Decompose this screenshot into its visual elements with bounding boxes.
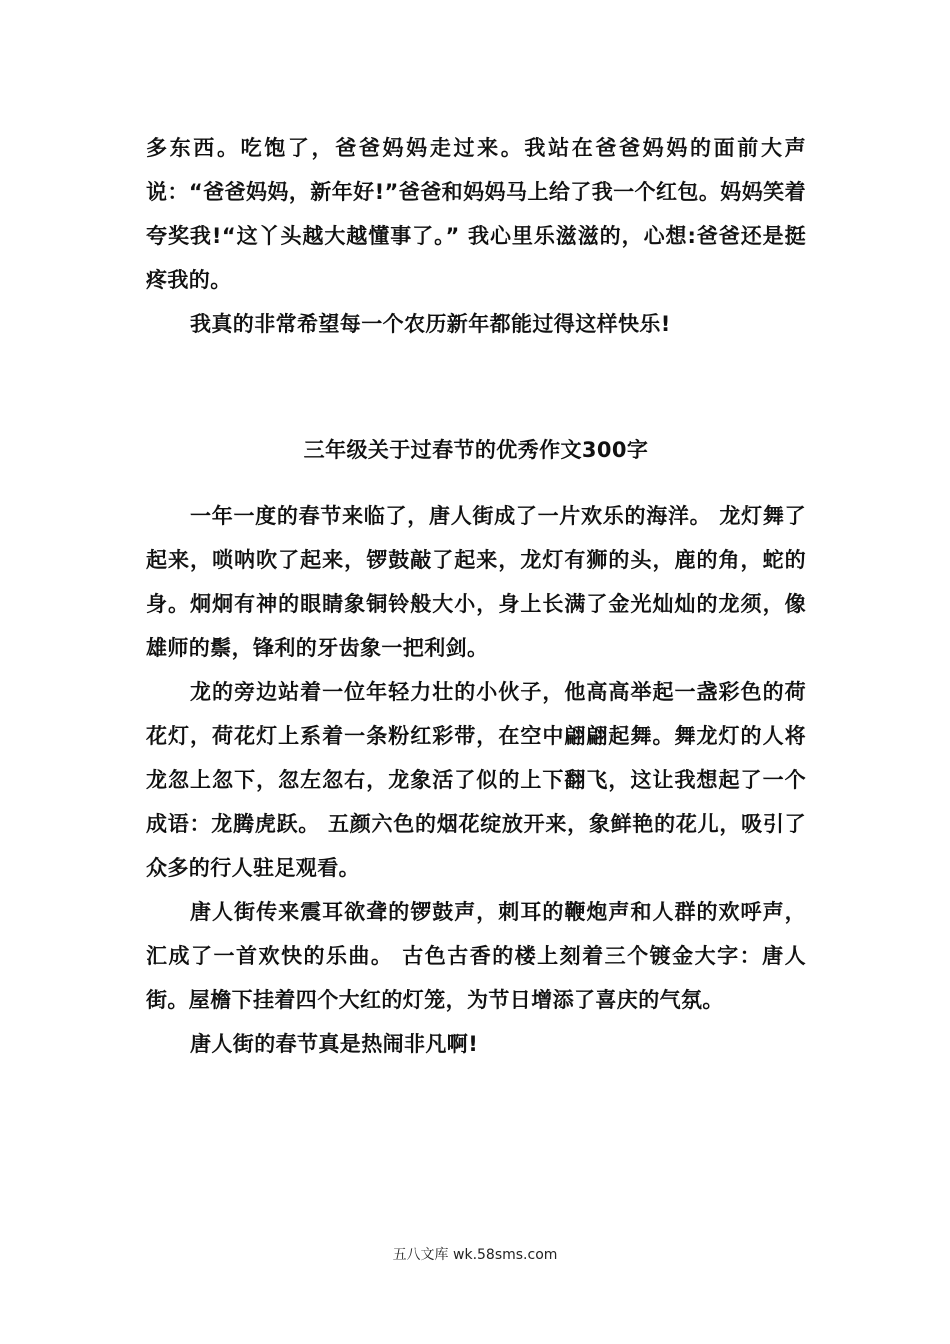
top-paragraph-1: 多东西。吃饱了，爸爸妈妈走过来。我站在爸爸妈妈的面前大声说：“爸爸妈妈，新年好!”爸爸和妈妈马上给了我一个红包。妈妈笑着夸奖我!“这丫头越大越懂事了。” 我心里乐滋滋的，心想:爸爸还是挺疼我的。 xyxy=(146,136,806,292)
essay-paragraph-3: 唐人街传来震耳欲聋的锣鼓声，刺耳的鞭炮声和人群的欢呼声，汇成了一首欢快的乐曲。 古色古香的楼上刻着三个镀金大字：唐人街。屋檐下挂着四个大红的灯笼，为节日增添了喜庆的气氛。 xyxy=(146,900,806,1012)
top-paragraph-2: 我真的非常希望每一个农历新年都能过得这样快乐! xyxy=(190,312,671,336)
essay-body xyxy=(146,494,806,1066)
essay-paragraph-1: 一年一度的春节来临了，唐人街成了一片欢乐的海洋。 龙灯舞了起来，唢呐吹了起来，锣鼓敲了起来，龙灯有狮的头，鹿的角，蛇的身。炯炯有神的眼睛象铜铃般大小，身上长满了金光灿灿的龙须，像雄师的鬃，锋利的牙齿象一把利剑。 xyxy=(146,504,806,660)
essay-paragraph-4: 唐人街的春节真是热闹非凡啊! xyxy=(190,1032,479,1056)
essay-title: 三年级关于过春节的优秀作文300字 xyxy=(303,438,649,462)
footer-watermark: 五八文库 wk.58sms.com xyxy=(392,1247,558,1263)
top-section xyxy=(146,126,806,346)
essay-paragraph-2: 龙的旁边站着一位年轻力壮的小伙子，他高高举起一盏彩色的荷花灯，荷花灯上系着一条粉红彩带，在空中翩翩起舞。舞龙灯的人将龙忽上忽下，忽左忽右，龙象活了似的上下翻飞，这让我想起了一个成语：龙腾虎跃。 五颜六色的烟花绽放开来，象鲜艳的花儿，吸引了众多的行人驻足观看。 xyxy=(146,680,806,880)
